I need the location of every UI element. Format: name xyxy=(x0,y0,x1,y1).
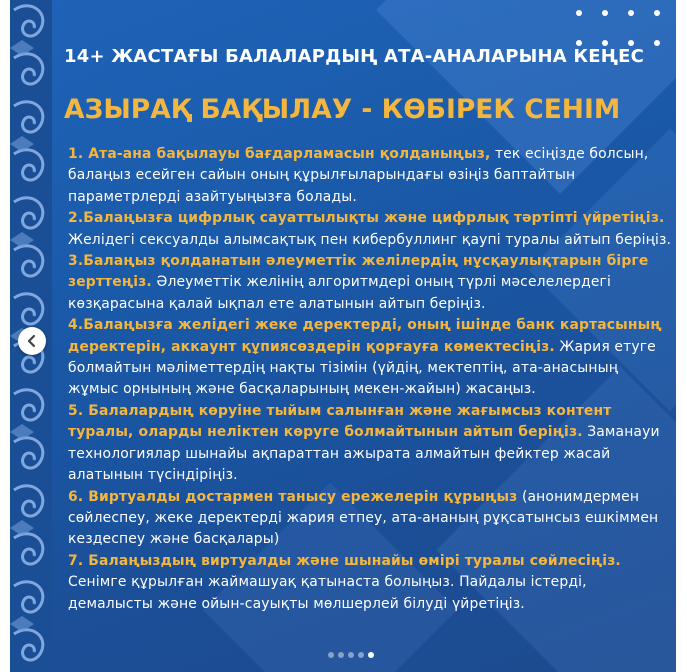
advice-text: тек есіңізде болсын, балаңыз есейген сайын оның құрылғыларындағы өзіңіз баптайтын параметрлерді азайтуыңызға болады. xyxy=(68,146,649,205)
advice-text: Сенімге құрылған жаймашуақ қатынаста болыңыз. Пайдалы істерді, демалысты және ойын-сауықты мөлшерлей білуді үйретіңіз. xyxy=(68,574,587,612)
advice-lead: 1. Ата-ана бақылауы бағдарламасын қолданыңыз, xyxy=(68,146,491,162)
advice-item xyxy=(68,208,672,251)
pagination-dot[interactable] xyxy=(348,652,354,658)
advice-text: Желідегі сексуалды алымсақтық пен кибербуллинг қаупі туралы айтып беріңіз. xyxy=(68,231,672,248)
chevron-left-icon xyxy=(25,334,39,348)
advice-text: Заманауи технологиялар шынайы ақпараттан ажырата алмайтын фейктер жасай алатынын түсіндіріңіз. xyxy=(68,424,660,484)
advice-item xyxy=(68,251,672,315)
advice-text: Жария етуге болмайтын мәліметтердің нақты тізімін (үйдің, мектептің, ата-анасының жұмыс орнының және басқаларының мекен-жайын) жасаңыз. xyxy=(68,338,656,398)
advice-list xyxy=(68,144,672,615)
post-title: АЗЫРАҚ БАҚЫЛАУ - КӨБІРЕК СЕНІМ xyxy=(64,94,621,125)
carousel-slide xyxy=(10,0,676,672)
advice-item xyxy=(68,551,672,615)
advice-lead: 5. Балалардың көруіне тыйым салынған және жағымсыз контент туралы, оларды неліктен көруге болмайтынын айтып беріңіз. xyxy=(68,402,612,441)
pagination-dot[interactable] xyxy=(328,652,334,658)
pagination-dot[interactable] xyxy=(338,652,344,658)
advice-lead: 3.Балаңыз қолданатын әлеуметтік желілердің нұсқаулықтарын бірге зерттеңіз. xyxy=(68,253,649,291)
advice-item xyxy=(68,487,672,551)
advice-lead: 6. Виртуалды достармен танысу ережелерін құрыңыз xyxy=(68,488,518,505)
advice-lead: 2.Балаңызға цифрлық сауаттылықты және цифрлық тәртіпті үйретіңіз. xyxy=(68,210,665,227)
advice-lead: 4.Балаңызға желідегі жеке деректерді, оның ішінде банк картасының деректерін, аккаунт құпиясөздерін қорғауға көмектесіңіз. xyxy=(68,317,662,355)
carousel-pagination xyxy=(328,652,374,660)
advice-lead: 7. Балаңыздың виртуалды және шынайы өмірі туралы сөйлесіңіз. xyxy=(68,552,621,569)
pagination-dot[interactable] xyxy=(358,652,364,658)
advice-text: Әлеуметтік желінің алгоритмдері оның түрлі мәселелердегі көзқарасына қалай ықпал ете алатынын айтып беріңіз. xyxy=(68,274,611,312)
advice-text: (анонимдермен сөйлеспеу, жеке деректерді жария етпеу, ата-ананың рұқсатынсыз ешкіммен кездеспеу және басқалары) xyxy=(68,488,659,548)
advice-item xyxy=(68,315,672,401)
post-subtitle: 14+ ЖАСТАҒЫ БАЛАЛАРДЫҢ АТА-АНАЛАРЫНА КЕҢЕС xyxy=(64,46,645,67)
pagination-dot-active[interactable] xyxy=(368,652,374,658)
previous-slide-button[interactable] xyxy=(18,327,46,355)
advice-item xyxy=(68,144,672,208)
advice-item xyxy=(68,401,672,487)
